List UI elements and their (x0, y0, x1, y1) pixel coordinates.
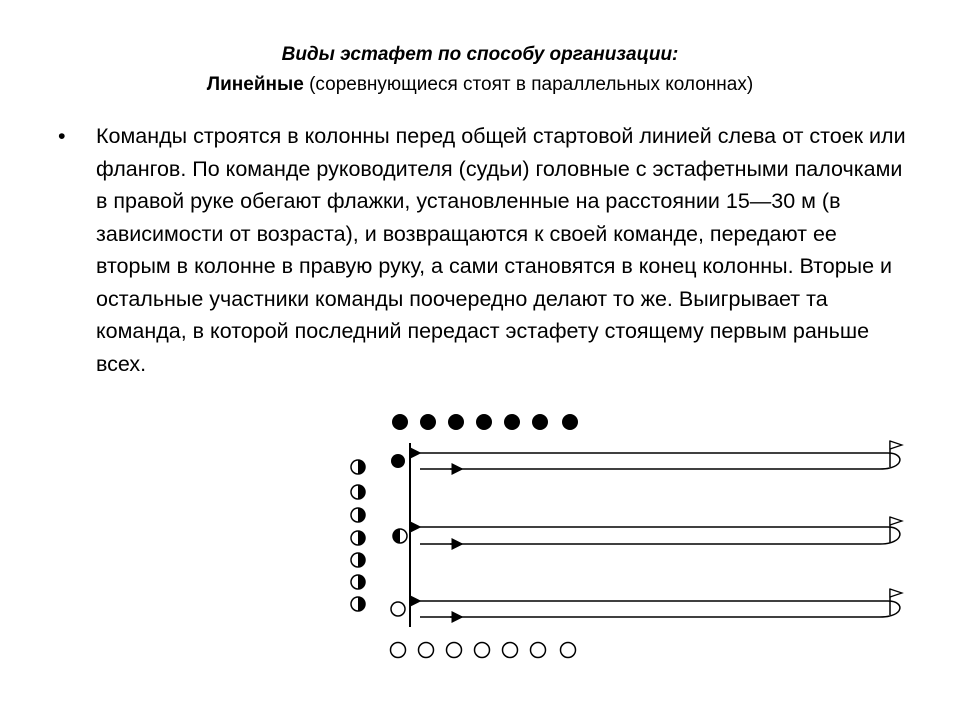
half-filled-marker (351, 553, 365, 567)
team-member-marker (448, 414, 464, 430)
team-member-marker (447, 643, 462, 658)
slide-heading: Виды эстафет по способу организации: (281, 44, 679, 65)
team-member-marker (562, 414, 578, 430)
team-member-marker (419, 643, 434, 658)
lane-runner (391, 454, 405, 468)
subheading-description: (соревнующиеся стоят в параллельных колоннах) (303, 74, 754, 95)
subheading-term: Линейные (206, 74, 304, 95)
lane-runner (391, 602, 405, 616)
half-filled-marker (351, 597, 365, 611)
lane-1 (391, 441, 902, 469)
team-member-marker (532, 414, 548, 430)
slide-title (0, 40, 960, 100)
half-filled-marker (351, 508, 365, 522)
lane-3 (391, 589, 902, 617)
team-member-marker (420, 414, 436, 430)
lane-runner (393, 529, 407, 543)
half-filled-marker (351, 575, 365, 589)
left-team-column (351, 460, 365, 611)
half-filled-marker (351, 485, 365, 499)
team-member-marker (503, 643, 518, 658)
bullet-paragraph: Команды строятся в колонны перед общей стартовой линией слева от стоек или флангов. По команде руководителя (судьи) головные с эстафетными палочками в правой руке обегают флажки, установленные на расстоянии 15—30 м (в зависимости от возраста), и возвращаются к своей команде, передают ее вторым в колонне в правую руку, а сами становятся в конец колонны. Вторые и остальные участники команды поочередно делают то же. Выигрывает та команда, в которой последний передаст эстафету стоящему первым раньше всех. (96, 124, 906, 376)
body-text (58, 120, 908, 380)
half-filled-marker (351, 531, 365, 545)
team-member-marker (476, 414, 492, 430)
team-member-marker (392, 414, 408, 430)
flag-icon (890, 517, 902, 543)
team-member-marker (531, 643, 546, 658)
team-member-marker (391, 643, 406, 658)
team-member-marker (475, 643, 490, 658)
bottom-team-row (391, 643, 576, 658)
half-filled-marker (351, 460, 365, 474)
slide-subheading (0, 70, 960, 100)
lane-2 (393, 517, 902, 544)
top-team-row (392, 414, 578, 430)
bullet-marker: • (58, 124, 66, 148)
team-member-marker (504, 414, 520, 430)
relay-diagram (340, 405, 930, 670)
team-member-marker (561, 643, 576, 658)
